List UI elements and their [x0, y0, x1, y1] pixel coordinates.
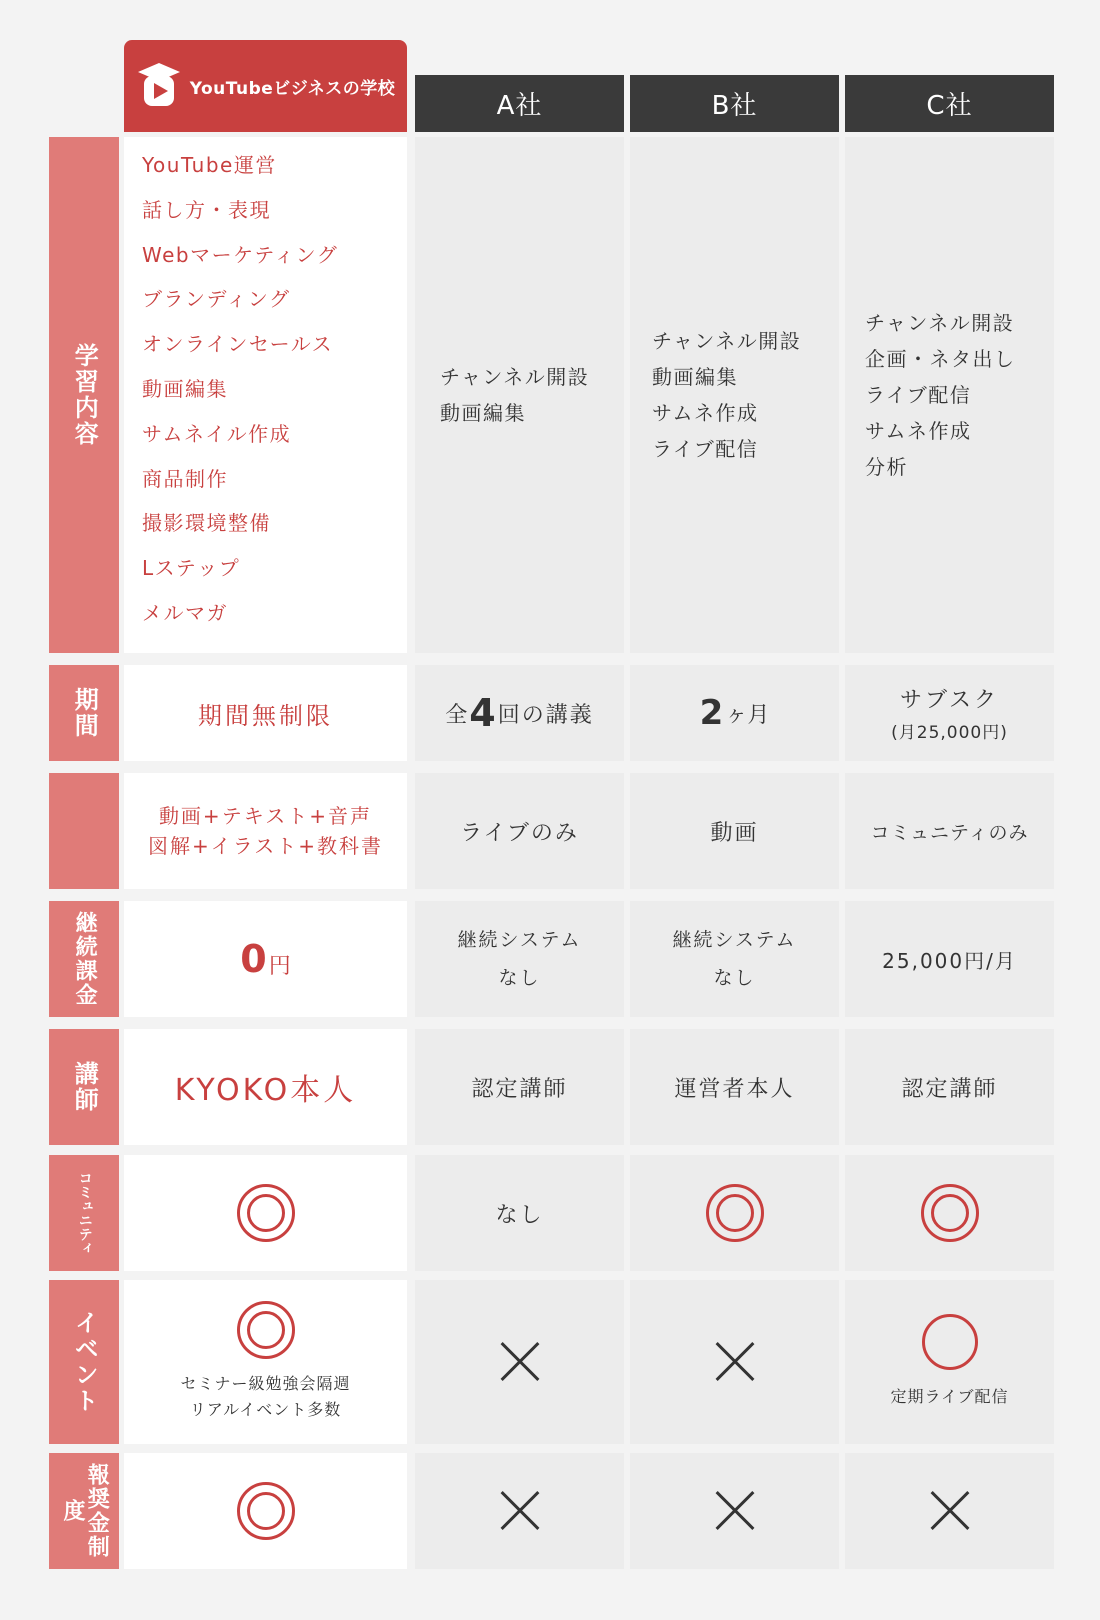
b-instructor: 運営者本人 — [630, 1029, 839, 1145]
list-item: 撮影環境整備 — [142, 511, 271, 536]
row-label-community — [49, 1155, 119, 1271]
a-period-pre: 全 — [445, 702, 468, 728]
row-label-event — [49, 1280, 119, 1444]
row-label-content — [49, 137, 119, 653]
list-item: 動画編集 — [652, 365, 738, 389]
row-label-period — [49, 665, 119, 761]
list-item: チャンネル開設 — [865, 311, 1015, 335]
ours-billing — [124, 901, 407, 1017]
b-period — [630, 665, 839, 761]
row-label-reward — [49, 1453, 119, 1569]
b-billing — [630, 901, 839, 1017]
c-community — [845, 1155, 1054, 1271]
list-item: 動画編集 — [142, 376, 228, 401]
list-item: メルマガ — [142, 600, 228, 625]
b-reward — [630, 1453, 839, 1569]
row-label-content-text: 学習内容 — [70, 343, 99, 447]
row-label-period-text: 期間 — [70, 687, 99, 739]
c-event-note: 定期ライブ配信 — [890, 1387, 1009, 1406]
a-format: ライブのみ — [415, 773, 624, 889]
cross-icon — [498, 1489, 542, 1533]
cross-icon — [713, 1340, 757, 1384]
ours-format — [124, 773, 407, 889]
c-instructor: 認定講師 — [845, 1029, 1054, 1145]
b-period-post: ヶ月 — [725, 702, 770, 728]
list-item: ブランディング — [142, 287, 291, 312]
a-reward — [415, 1453, 624, 1569]
row-label-community-text: コミュニティ — [76, 1171, 93, 1255]
a-billing-line1: 継続システム — [457, 929, 582, 951]
brand-header — [124, 40, 407, 132]
b-community — [630, 1155, 839, 1271]
c-period-main: サブスク — [899, 688, 1000, 713]
a-content-list — [415, 137, 624, 653]
c-format: コミュニティのみ — [845, 773, 1054, 889]
row-label-instructor-text: 講師 — [70, 1061, 99, 1113]
double-circle-icon — [706, 1184, 764, 1242]
ours-content-list — [124, 137, 407, 653]
a-event — [415, 1280, 624, 1444]
double-circle-icon — [237, 1184, 295, 1242]
a-period-num: 4 — [469, 691, 496, 735]
row-label-billing-text: 継続課金 — [72, 911, 98, 1007]
list-item: ライブ配信 — [865, 383, 972, 407]
double-circle-icon — [237, 1301, 295, 1359]
ours-billing-num: 0 — [240, 937, 267, 981]
double-circle-icon — [921, 1184, 979, 1242]
list-item: 話し方・表現 — [142, 197, 271, 222]
row-label-instructor — [49, 1029, 119, 1145]
list-item: オンラインセールス — [142, 332, 334, 357]
cross-icon — [498, 1340, 542, 1384]
ours-reward — [124, 1453, 407, 1569]
b-content-list — [630, 137, 839, 653]
row-label-format — [49, 773, 119, 889]
ours-community — [124, 1155, 407, 1271]
list-item: Lステップ — [142, 556, 241, 581]
c-reward — [845, 1453, 1054, 1569]
list-item: 商品制作 — [142, 466, 228, 491]
list-item: 分析 — [865, 455, 908, 479]
list-item: YouTube運営 — [142, 153, 277, 177]
list-item: 企画・ネタ出し — [865, 347, 1016, 371]
ours-event — [124, 1280, 407, 1444]
b-billing-line1: 継続システム — [672, 929, 797, 951]
list-item: サムネ作成 — [865, 419, 972, 443]
c-billing: 25,000円/月 — [845, 901, 1054, 1017]
a-billing — [415, 901, 624, 1017]
school-logo-icon — [136, 61, 182, 111]
cross-icon — [713, 1489, 757, 1533]
row-label-event-text: イベント — [70, 1310, 99, 1414]
ours-instructor: KYOKO本人 — [124, 1029, 407, 1145]
list-item: ライブ配信 — [652, 437, 759, 461]
list-item: チャンネル開設 — [652, 329, 802, 353]
column-header-b: B社 — [630, 75, 839, 132]
c-period-sub: (月25,000円) — [891, 723, 1008, 743]
b-event — [630, 1280, 839, 1444]
b-format: 動画 — [630, 773, 839, 889]
list-item: チャンネル開設 — [440, 365, 590, 389]
ours-event-note1: セミナー級勉強会隔週 — [180, 1374, 351, 1393]
ours-format-line1: 動画+テキスト+音声 — [158, 804, 373, 828]
b-period-num: 2 — [699, 693, 724, 733]
ours-format-line2: 図解+イラスト+教科書 — [148, 834, 383, 858]
ours-period: 期間無制限 — [124, 665, 407, 761]
row-label-billing — [49, 901, 119, 1017]
list-item: 動画編集 — [440, 401, 526, 425]
a-period-post: 回の講義 — [497, 702, 594, 728]
a-billing-line2: なし — [498, 967, 541, 989]
cross-icon — [928, 1489, 972, 1533]
row-label-reward-text: 報奨金制度 — [60, 1463, 110, 1559]
a-period — [415, 665, 624, 761]
list-item: Webマーケティング — [142, 242, 339, 267]
circle-icon — [922, 1314, 978, 1370]
list-item: サムネイル作成 — [142, 421, 292, 446]
double-circle-icon — [237, 1482, 295, 1540]
b-billing-line2: なし — [713, 967, 756, 989]
a-community: なし — [415, 1155, 624, 1271]
a-instructor: 認定講師 — [415, 1029, 624, 1145]
c-event — [845, 1280, 1054, 1444]
column-header-a: A社 — [415, 75, 624, 132]
ours-event-note2: リアルイベント多数 — [189, 1400, 342, 1419]
list-item: サムネ作成 — [652, 401, 759, 425]
c-content-list — [845, 137, 1054, 653]
ours-billing-unit: 円 — [268, 953, 291, 979]
c-period — [845, 665, 1054, 761]
brand-name: YouTubeビジネスの学校 — [189, 78, 396, 99]
column-header-c: C社 — [845, 75, 1054, 132]
